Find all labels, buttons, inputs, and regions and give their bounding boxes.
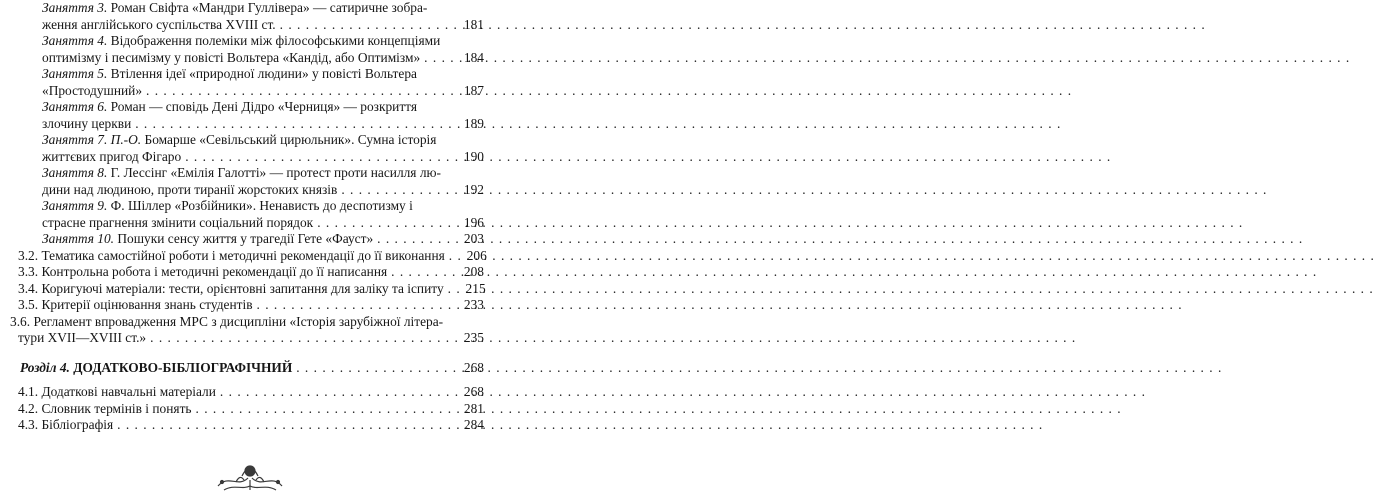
- toc-entry-s42: [0, 401, 500, 418]
- toc-entry-text: Ф. Шіллер «Розбійники». Ненависть до деспотизму і: [110, 198, 413, 213]
- toc-entry-text: Регламент впровадження МРС з дисципліни «Історія зарубіжної літера-: [33, 313, 444, 329]
- toc-entry-l6: [0, 99, 500, 132]
- dot-leader: [185, 149, 456, 166]
- page-number: 187: [463, 82, 484, 98]
- toc-entry-label: Заняття 10.: [42, 231, 115, 246]
- toc-entry-label: Заняття 8.: [42, 165, 108, 180]
- dot-leader: [117, 417, 456, 434]
- toc-entry-l5: [0, 66, 500, 99]
- toc-entry-title: Пошуки сенсу життя у трагедії Гете «Фауст»: [117, 231, 374, 246]
- toc-entry-title: Бібліографія: [41, 417, 114, 432]
- page-number: 268: [463, 359, 484, 375]
- vignette-ornament-icon: [214, 456, 286, 494]
- dot-leader: [257, 297, 456, 314]
- toc-entry-label: 3.2.: [18, 247, 39, 263]
- toc-entry-l10: [0, 231, 500, 248]
- toc-entry-label: Заняття 4.: [42, 33, 108, 48]
- dot-leader: [317, 215, 456, 232]
- dot-leader: [391, 264, 456, 281]
- page-number: 189: [463, 115, 484, 131]
- toc-entry-line: [42, 132, 484, 149]
- toc-entry-title: Додаткові навчальні матеріали: [41, 384, 216, 399]
- toc-entry-title: злочину церкви: [42, 115, 132, 131]
- toc-entry-s33: [0, 264, 500, 281]
- dot-leader: [196, 401, 456, 418]
- page-number: 184: [463, 49, 484, 65]
- toc-entry-l3: [0, 0, 500, 33]
- toc-entry-label: 3.6.: [10, 313, 31, 329]
- table-of-contents: [0, 0, 500, 434]
- toc-entry-line: [42, 66, 484, 83]
- page-number: 208: [463, 264, 484, 279]
- toc-entry-text: Втілення ідеї «природної людини» у повісті Вольтера: [110, 66, 417, 81]
- dot-leader: [146, 83, 456, 100]
- toc-entry-label: Заняття 7. П.-О.: [42, 132, 142, 147]
- page-number: 206: [466, 247, 487, 263]
- toc-entry-text: Бомарше «Севільський цирюльник». Сумна історія: [144, 132, 437, 147]
- toc-entry-line: [42, 165, 484, 182]
- dot-leader: [341, 182, 456, 199]
- toc-entry-title: Словник термінів і понять: [41, 400, 192, 416]
- dot-leader: [424, 50, 456, 67]
- toc-entry-label: Розділ 4.: [20, 359, 70, 375]
- page-number: 190: [463, 148, 484, 164]
- toc-entry-line: [42, 99, 484, 116]
- toc-entry-line: [42, 33, 484, 50]
- toc-entry-s32: [0, 248, 500, 265]
- dot-leader: [296, 360, 456, 377]
- toc-entry-title: ДОДАТКОВО-БІБЛІОГРАФІЧНИЙ: [73, 359, 293, 375]
- toc-entry-title: тури XVII—XVIII ст.»: [18, 330, 147, 345]
- toc-entry-line: [42, 0, 484, 17]
- toc-entry-label: 3.4.: [18, 280, 39, 296]
- toc-entry-s34: [0, 281, 500, 298]
- toc-entry-label: Заняття 6.: [42, 99, 108, 114]
- toc-entry-label: Заняття 3.: [42, 0, 108, 15]
- toc-entry-title: Тематика самостійної роботи і методичні рекомендації до її виконання: [41, 247, 445, 263]
- toc-entry-label: 4.2.: [18, 400, 39, 416]
- dot-leader: [220, 384, 456, 401]
- toc-entry-label: 4.3.: [18, 417, 39, 432]
- page-number: 215: [465, 280, 486, 296]
- toc-entry-line: [42, 198, 484, 215]
- toc-entry-label: 3.5.: [18, 297, 39, 312]
- toc-entry-l4: [0, 33, 500, 66]
- toc-entry-s36: [0, 314, 500, 347]
- dot-leader: [280, 17, 456, 34]
- toc-entry-text: Г. Лессінг «Емілія Галотті» — протест проти насилля лю-: [110, 165, 441, 180]
- dot-leader: [377, 231, 456, 248]
- toc-entry-title: життєвих пригод Фігаро: [42, 148, 182, 164]
- page-number: 181: [463, 16, 484, 32]
- toc-entry-title: дини над людиною, проти тиранії жорстоких князів: [42, 181, 338, 197]
- toc-entry-s41: [0, 384, 500, 401]
- toc-entry-label: 3.3.: [18, 264, 39, 279]
- page-number: 196: [463, 214, 484, 230]
- page-number: 268: [463, 384, 484, 399]
- toc-entry-s43: [0, 417, 500, 434]
- toc-entry-sec4: [0, 360, 500, 377]
- page-number: 235: [463, 330, 484, 345]
- toc-entry-l9: [0, 198, 500, 231]
- toc-entry-title: ження англійського суспільства XVIII ст.: [42, 16, 276, 32]
- toc-entry-title: Контрольна робота і методичні рекомендації до її написання: [41, 264, 388, 279]
- toc-entry-text: Відображення полеміки між філософськими концепціями: [110, 33, 441, 48]
- toc-entry-title: страсне прагнення змінити соціальний порядок: [42, 214, 314, 230]
- toc-entry-text: Роман — сповідь Дені Дідро «Черниця» — розкриття: [110, 99, 418, 114]
- dot-leader: [135, 116, 456, 133]
- toc-entry-label: Заняття 9.: [42, 198, 108, 213]
- toc-entry-l7: [0, 132, 500, 165]
- dot-leader: [150, 330, 456, 347]
- toc-entry-label: Заняття 5.: [42, 66, 108, 81]
- page-number: 281: [463, 400, 484, 416]
- dot-leader: [448, 281, 458, 298]
- dot-leader: [449, 248, 459, 265]
- toc-entry-title: оптимізму і песимізму у повісті Вольтера «Кандід, або Оптимізм»: [42, 49, 421, 65]
- page-number: 284: [463, 417, 484, 432]
- toc-entry-line: [10, 314, 484, 331]
- page-number: 233: [463, 297, 484, 312]
- page: [0, 0, 500, 500]
- page-number: 203: [463, 231, 484, 246]
- toc-entry-l8: [0, 165, 500, 198]
- toc-entry-s35: [0, 297, 500, 314]
- toc-entry-title: Коригуючі матеріали: тести, орієнтовні запитання для заліку та іспиту: [41, 280, 444, 296]
- page-number: 192: [463, 181, 484, 197]
- toc-entry-title: Критерії оцінювання знань студентів: [41, 297, 253, 312]
- toc-entry-label: 4.1.: [18, 384, 39, 399]
- toc-entry-title: «Простодушний»: [42, 82, 143, 98]
- toc-entry-text: Роман Свіфта «Мандри Гуллівера» — сатиричне зобра-: [110, 0, 428, 15]
